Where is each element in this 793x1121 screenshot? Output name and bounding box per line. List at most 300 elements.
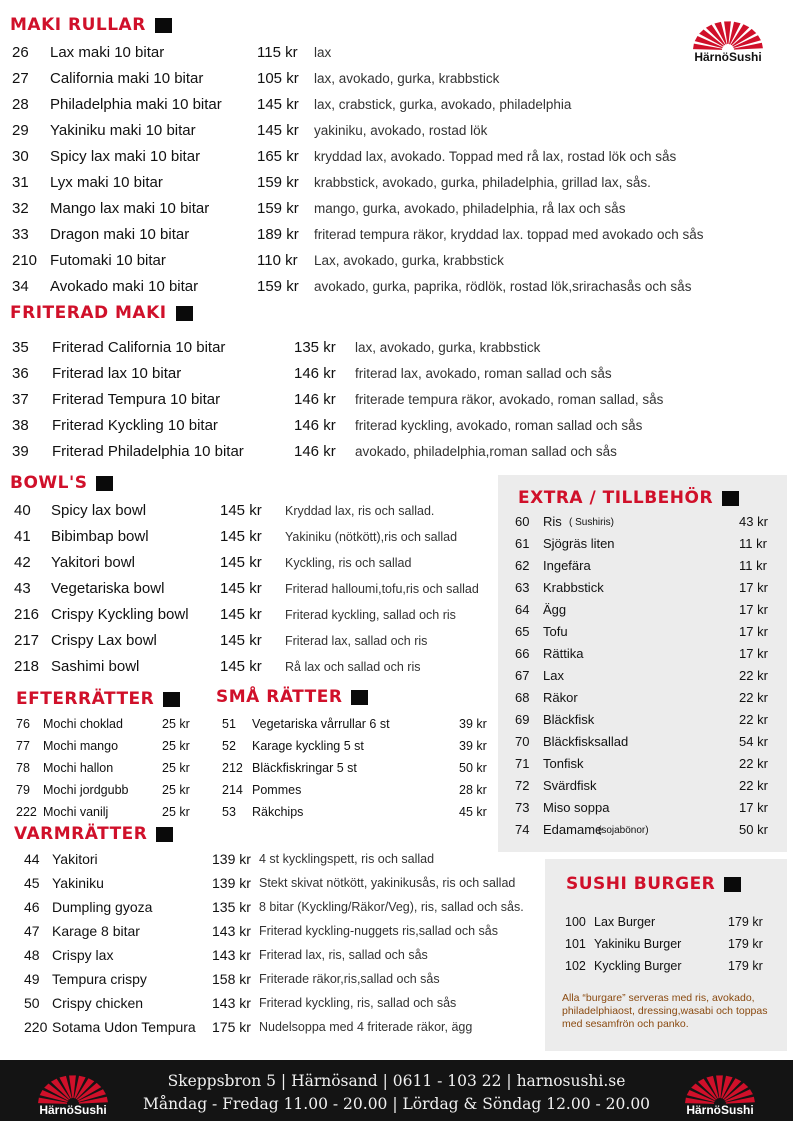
item-price: 39 kr [459, 717, 487, 731]
desserts-item [16, 805, 196, 827]
item-no: 61 [515, 536, 530, 551]
item-price: 159 kr [257, 200, 299, 217]
item-price: 139 kr [212, 851, 251, 867]
item-name: Mochi jordgubb [43, 783, 129, 797]
item-no: 38 [12, 417, 29, 434]
item-name: Svärdfisk [543, 778, 597, 793]
item-name: Pommes [252, 783, 302, 797]
header-square-icon [156, 827, 173, 842]
item-name: Futomaki 10 bitar [50, 252, 166, 269]
extra-item [515, 756, 775, 778]
item-price: 17 kr [739, 580, 768, 595]
extra-item [515, 558, 775, 580]
bowls-title: BOWL'S [10, 473, 88, 493]
item-name: Mochi choklad [43, 717, 123, 731]
item-price: 145 kr [220, 658, 262, 675]
item-price: 159 kr [257, 278, 299, 295]
item-price: 179 kr [728, 937, 763, 951]
fried-header [10, 303, 193, 323]
item-desc: Friterad halloumi,tofu,ris och sallad [285, 582, 479, 596]
bowls-header [10, 473, 113, 493]
footer-logo-right [672, 1068, 768, 1118]
item-no: 67 [515, 668, 530, 683]
item-name: Edamame [543, 822, 603, 837]
maki-item [12, 278, 752, 304]
item-price: 17 kr [739, 646, 768, 661]
item-no: 216 [14, 606, 40, 623]
item-no: 41 [14, 528, 31, 545]
extra-panel [498, 475, 787, 852]
warm-item [18, 851, 548, 875]
item-desc: Friterad kyckling, ris, sallad och sås [259, 996, 457, 1010]
item-name: Karage 8 bitar [52, 923, 140, 939]
extra-item [515, 514, 775, 536]
item-no: 212 [222, 761, 243, 775]
desserts-item [16, 761, 196, 783]
fried-item [12, 339, 692, 365]
item-price: 146 kr [294, 443, 336, 460]
item-price: 179 kr [728, 915, 763, 929]
warm-title: VARMRÄTTER [14, 824, 148, 844]
item-price: 110 kr [257, 252, 298, 269]
footer-address: Skeppsbron 5 | Härnösand | 0611 - 103 22 | harnosushi.se [167, 1072, 626, 1090]
item-price: 145 kr [257, 122, 299, 139]
item-name: Ägg [543, 602, 567, 617]
item-name: Lax Burger [594, 915, 656, 929]
item-desc: friterad lax, avokado, roman sallad och sås [355, 366, 612, 381]
item-no: 63 [515, 580, 530, 595]
fried-item [12, 417, 692, 443]
item-name: Ris [543, 514, 562, 529]
extra-item [515, 712, 775, 734]
item-no: 26 [12, 44, 29, 61]
item-no: 77 [16, 739, 30, 753]
extra-item [515, 536, 775, 558]
item-price: 17 kr [739, 800, 768, 815]
extra-item [515, 602, 775, 624]
extra-item [515, 668, 775, 690]
item-name: Sotama Udon Tempura [52, 1019, 196, 1035]
desserts-item [16, 717, 196, 739]
item-desc: lax, crabstick, gurka, avokado, philadelphia [314, 97, 572, 112]
item-name: Vegetariska vårrullar 6 st [252, 717, 390, 731]
maki-item [12, 252, 752, 278]
item-price: 25 kr [162, 739, 190, 753]
bowls-item [14, 632, 494, 658]
header-square-icon [163, 692, 180, 707]
item-desc: friterade tempura räkor, avokado, roman sallad, sås [355, 392, 664, 407]
item-name: Spicy lax maki 10 bitar [50, 148, 201, 165]
header-square-icon [155, 18, 172, 33]
item-desc: friterad tempura räkor, kryddad lax. toppad med avokado och sås [314, 227, 704, 242]
item-price: 17 kr [739, 602, 768, 617]
item-price: 11 kr [739, 558, 767, 573]
item-no: 36 [12, 365, 29, 382]
item-name: Friterad Tempura 10 bitar [52, 391, 221, 408]
item-desc: avokado, gurka, paprika, rödlök, rostad lök,srirachasås och sås [314, 279, 692, 294]
desserts-list [16, 717, 196, 827]
item-name: Vegetariska bowl [51, 580, 165, 597]
item-no: 214 [222, 783, 243, 797]
extra-header [518, 488, 739, 508]
item-desc: Kryddad lax, ris och sallad. [285, 504, 435, 518]
item-no: 79 [16, 783, 30, 797]
item-desc: Friterad lax, ris, sallad och sås [259, 948, 428, 962]
extra-item [515, 778, 775, 800]
item-no: 37 [12, 391, 29, 408]
item-name: Tonfisk [543, 756, 584, 771]
item-desc: Friterad kyckling-nuggets ris,sallad och sås [259, 924, 498, 938]
maki-item [12, 174, 752, 200]
fried-list [12, 339, 692, 469]
fried-item [12, 443, 692, 469]
warm-item [18, 971, 548, 995]
item-price: 179 kr [728, 959, 763, 973]
item-price: 145 kr [220, 528, 262, 545]
item-name: Yakitori [52, 851, 98, 867]
item-name: Yakiniku [52, 875, 104, 891]
item-price: 54 kr [739, 734, 768, 749]
maki-item [12, 122, 752, 148]
item-no: 62 [515, 558, 530, 573]
item-price: 175 kr [212, 1019, 251, 1035]
item-name: Yakiniku Burger [594, 937, 682, 951]
item-no: 72 [515, 778, 530, 793]
item-price: 22 kr [739, 778, 768, 793]
item-name: Yakiniku maki 10 bitar [50, 122, 196, 139]
item-name: Mango lax maki 10 bitar [50, 200, 210, 217]
item-note: (sojabönor) [598, 825, 649, 836]
item-no: 50 [24, 995, 40, 1011]
item-name: Mochi vanilj [43, 805, 109, 819]
burger-title: SUSHI BURGER [566, 874, 716, 894]
item-desc: Lax, avokado, gurka, krabbstick [314, 253, 504, 268]
item-price: 146 kr [294, 391, 336, 408]
item-no: 210 [12, 252, 38, 269]
item-price: 139 kr [212, 875, 251, 891]
item-price: 146 kr [294, 417, 336, 434]
item-price: 159 kr [257, 174, 299, 191]
item-no: 46 [24, 899, 40, 915]
header-square-icon [724, 877, 741, 892]
item-no: 101 [565, 937, 586, 951]
extra-item [515, 690, 775, 712]
item-name: Bläckfiskringar 5 st [252, 761, 357, 775]
warm-item [18, 947, 548, 971]
item-name: Spicy lax bowl [51, 502, 147, 519]
item-desc: lax, avokado, gurka, krabbstick [355, 340, 541, 355]
item-no: 35 [12, 339, 29, 356]
item-price: 165 kr [257, 148, 299, 165]
maki-item [12, 70, 752, 96]
item-desc: lax, avokado, gurka, krabbstick [314, 71, 500, 86]
item-price: 105 kr [257, 70, 299, 87]
bowls-item [14, 528, 494, 554]
item-name: Sjögräs liten [543, 536, 615, 551]
item-name: Rättika [543, 646, 584, 661]
item-no: 74 [515, 822, 530, 837]
burger-item [565, 959, 775, 981]
warm-item [18, 923, 548, 947]
item-price: 22 kr [739, 690, 768, 705]
item-desc: Friterade räkor,ris,sallad och sås [259, 972, 440, 986]
bowls-item [14, 580, 494, 606]
item-no: 100 [565, 915, 586, 929]
extra-list [515, 514, 775, 844]
item-desc: 4 st kycklingspett, ris och sallad [259, 852, 435, 866]
maki-list [12, 44, 752, 304]
item-price: 45 kr [459, 805, 487, 819]
item-price: 25 kr [162, 761, 190, 775]
item-no: 53 [222, 805, 236, 819]
item-desc: friterad kyckling, avokado, roman sallad och sås [355, 418, 643, 433]
item-no: 71 [515, 756, 530, 771]
header-square-icon [351, 690, 368, 705]
item-no: 32 [12, 200, 29, 217]
fried-title: FRITERAD MAKI [10, 303, 167, 323]
item-desc: Yakiniku (nötkött),ris och sallad [285, 530, 458, 544]
item-price: 50 kr [739, 822, 768, 837]
item-no: 51 [222, 717, 236, 731]
item-price: 143 kr [212, 947, 251, 963]
desserts-item [16, 739, 196, 761]
item-desc: Kyckling, ris och sallad [285, 556, 412, 570]
item-no: 102 [565, 959, 586, 973]
item-price: 189 kr [257, 226, 299, 243]
item-price: 25 kr [162, 783, 190, 797]
item-no: 34 [12, 278, 29, 295]
item-desc: lax [314, 45, 332, 60]
item-no: 40 [14, 502, 31, 519]
item-name: Bibimbap bowl [51, 528, 149, 545]
item-desc: avokado, philadelphia,roman sallad och sås [355, 444, 617, 459]
item-name: Crispy Lax bowl [51, 632, 157, 649]
warm-list [18, 851, 548, 1043]
item-no: 220 [24, 1019, 48, 1035]
item-price: 22 kr [739, 712, 768, 727]
item-price: 25 kr [162, 717, 190, 731]
small-item [222, 717, 492, 739]
item-price: 43 kr [739, 514, 768, 529]
maki-title: MAKI RULLAR [10, 15, 146, 35]
maki-item [12, 148, 752, 174]
small-list [222, 717, 492, 827]
warm-item [18, 899, 548, 923]
item-no: 78 [16, 761, 30, 775]
item-name: Mochi mango [43, 739, 119, 753]
item-no: 66 [515, 646, 530, 661]
item-name: Dragon maki 10 bitar [50, 226, 190, 243]
maki-item [12, 226, 752, 252]
item-no: 45 [24, 875, 40, 891]
item-name: Crispy lax [52, 947, 114, 963]
header-square-icon [176, 306, 193, 321]
item-name: Tofu [543, 624, 568, 639]
item-name: California maki 10 bitar [50, 70, 204, 87]
bowls-item [14, 554, 494, 580]
item-desc: Friterad lax, sallad och ris [285, 634, 428, 648]
item-no: 29 [12, 122, 29, 139]
item-desc: krabbstick, avokado, gurka, philadelphia, grillad lax, sås. [314, 175, 651, 190]
item-price: 145 kr [257, 96, 299, 113]
maki-item [12, 200, 752, 226]
fried-item [12, 391, 692, 417]
item-no: 73 [515, 800, 530, 815]
bowls-item [14, 606, 494, 632]
item-no: 70 [515, 734, 530, 749]
item-name: Philadelphia maki 10 bitar [50, 96, 222, 113]
extra-item [515, 624, 775, 646]
brand-name: HärnöSushi [694, 50, 762, 64]
burger-note [562, 992, 782, 1031]
item-desc: kryddad lax, avokado. Toppad med rå lax, rostad lök och sås [314, 149, 677, 164]
item-price: 158 kr [212, 971, 251, 987]
warm-header [14, 824, 173, 844]
desserts-header [16, 689, 180, 709]
burger-note-line: philadelphiaost, dressing,wasabi och toppas [562, 1005, 768, 1017]
item-price: 145 kr [220, 554, 262, 571]
item-name: Ingefära [543, 558, 591, 573]
item-name: Bläckfisk [543, 712, 595, 727]
item-name: Räkor [543, 690, 578, 705]
burger-item [565, 937, 775, 959]
item-name: Kyckling Burger [594, 959, 682, 973]
item-name: Friterad lax 10 bitar [52, 365, 182, 382]
desserts-title: EFTERRÄTTER [16, 689, 155, 709]
item-price: 22 kr [739, 668, 768, 683]
item-price: 28 kr [459, 783, 487, 797]
item-desc: 8 bitar (Kyckling/Räkor/Veg), ris, sallad och sås. [259, 900, 524, 914]
item-price: 143 kr [212, 995, 251, 1011]
item-price: 50 kr [459, 761, 487, 775]
item-name: Karage kyckling 5 st [252, 739, 364, 753]
header-square-icon [96, 476, 113, 491]
item-desc: Nudelsoppa med 4 friterade räkor, ägg [259, 1020, 473, 1034]
maki-header [10, 15, 172, 35]
warm-item [18, 875, 548, 899]
small-item [222, 783, 492, 805]
item-note: ( Sushiris) [569, 517, 615, 528]
item-no: 28 [12, 96, 29, 113]
small-title: SMÅ RÄTTER [216, 687, 343, 707]
item-price: 143 kr [212, 923, 251, 939]
item-name: Sashimi bowl [51, 658, 140, 675]
warm-item [18, 1019, 548, 1043]
maki-item [12, 44, 752, 70]
item-name: Friterad California 10 bitar [52, 339, 226, 356]
warm-item [18, 995, 548, 1019]
item-desc: Stekt skivat nötkött, yakinikusås, ris och sallad [259, 876, 516, 890]
item-no: 43 [14, 580, 31, 597]
item-price: 145 kr [220, 502, 262, 519]
sun-rays-icon [672, 1068, 768, 1104]
brand-name: HärnöSushi [39, 1103, 107, 1117]
item-name: Miso soppa [543, 800, 610, 815]
item-no: 31 [12, 174, 29, 191]
item-name: Dumpling gyoza [52, 899, 153, 915]
item-desc: Friterad kyckling, sallad och ris [285, 608, 456, 622]
extra-item [515, 822, 775, 844]
item-name: Friterad Kyckling 10 bitar [52, 417, 218, 434]
item-no: 39 [12, 443, 29, 460]
item-no: 49 [24, 971, 40, 987]
item-no: 68 [515, 690, 530, 705]
item-no: 69 [515, 712, 530, 727]
item-name: Crispy Kyckling bowl [51, 606, 189, 623]
burger-list [565, 915, 775, 981]
burger-note-line: med sesamfrön och panko. [562, 1018, 689, 1030]
item-no: 27 [12, 70, 29, 87]
burger-panel [545, 859, 787, 1051]
header-square-icon [722, 491, 739, 506]
item-no: 42 [14, 554, 31, 571]
extra-item [515, 800, 775, 822]
item-desc: yakiniku, avokado, rostad lök [314, 123, 488, 138]
item-price: 135 kr [294, 339, 336, 356]
item-price: 25 kr [162, 805, 190, 819]
extra-item [515, 734, 775, 756]
bowls-list [14, 502, 494, 684]
item-price: 145 kr [220, 580, 262, 597]
item-name: Friterad Philadelphia 10 bitar [52, 443, 244, 460]
item-price: 146 kr [294, 365, 336, 382]
item-name: Avokado maki 10 bitar [50, 278, 199, 295]
item-price: 115 kr [257, 44, 298, 61]
small-item [222, 739, 492, 761]
footer [0, 1060, 793, 1121]
item-price: 17 kr [739, 624, 768, 639]
footer-hours: Måndag - Fredag 11.00 - 20.00 | Lördag & Söndag 12.00 - 20.00 [142, 1095, 651, 1113]
item-name: Lax [543, 668, 564, 683]
extra-item [515, 580, 775, 602]
bowls-item [14, 502, 494, 528]
item-desc: mango, gurka, avokado, philadelphia, rå lax och sås [314, 201, 626, 216]
bowls-item [14, 658, 494, 684]
burger-note-line: Alla “burgare” serveras med ris, avokado, [562, 992, 755, 1004]
item-no: 222 [16, 805, 37, 819]
item-price: 145 kr [220, 606, 262, 623]
item-name: Crispy chicken [52, 995, 144, 1011]
item-name: Mochi hallon [43, 761, 114, 775]
burger-header [566, 874, 741, 894]
item-no: 60 [515, 514, 530, 529]
brand-name: HärnöSushi [686, 1103, 754, 1117]
small-item [222, 805, 492, 827]
item-price: 22 kr [739, 756, 768, 771]
fried-item [12, 365, 692, 391]
item-no: 33 [12, 226, 29, 243]
item-name: Yakitori bowl [51, 554, 135, 571]
item-no: 44 [24, 851, 40, 867]
small-item [222, 761, 492, 783]
item-name: Bläckfisksallad [543, 734, 629, 749]
extra-item [515, 646, 775, 668]
item-name: Lax maki 10 bitar [50, 44, 165, 61]
item-price: 11 kr [739, 536, 767, 551]
item-desc: Rå lax och sallad och ris [285, 660, 421, 674]
item-name: Räkchips [252, 805, 304, 819]
item-no: 65 [515, 624, 530, 639]
item-no: 47 [24, 923, 40, 939]
item-no: 30 [12, 148, 29, 165]
item-no: 52 [222, 739, 236, 753]
item-price: 39 kr [459, 739, 487, 753]
item-no: 64 [515, 602, 530, 617]
item-no: 76 [16, 717, 30, 731]
maki-item [12, 96, 752, 122]
burger-item [565, 915, 775, 937]
item-no: 218 [14, 658, 40, 675]
